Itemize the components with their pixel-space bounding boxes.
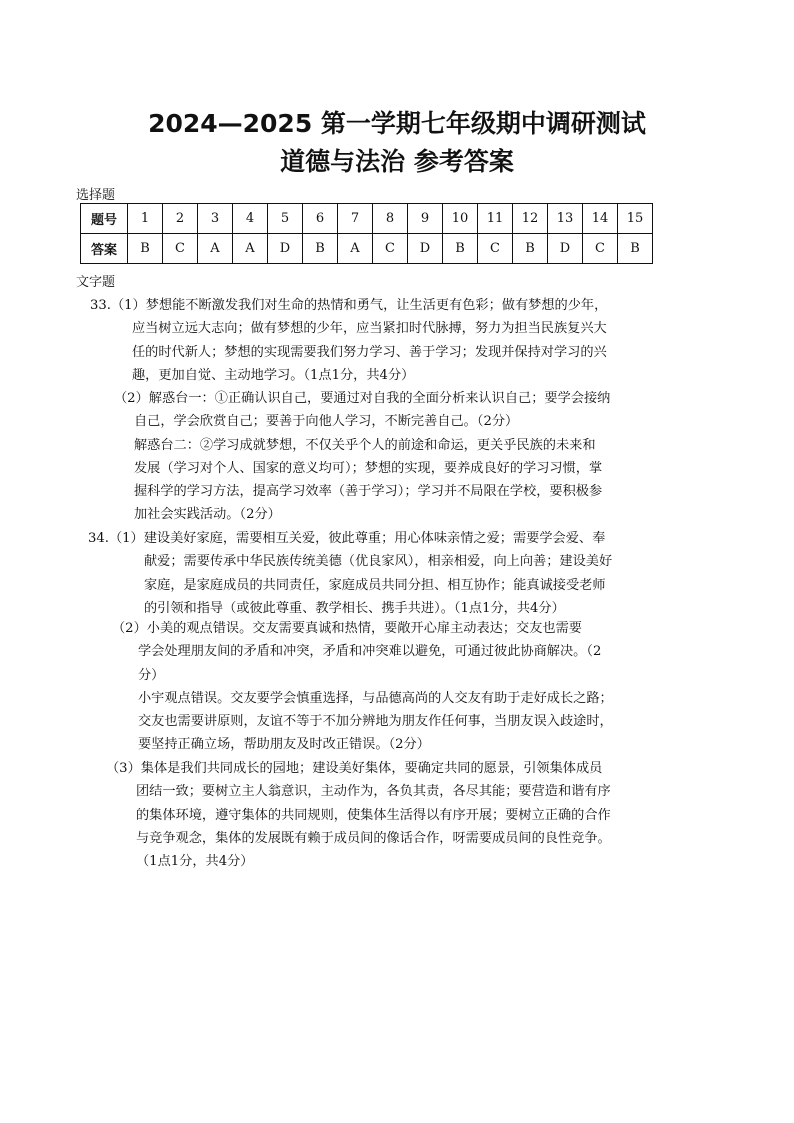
text-line: （3）集体是我们共同成长的园地；建设美好集体，要确定共同的愿景，引领集体成员 [106,761,603,776]
text-line: 家庭，是家庭成员的共同责任，家庭成员共同分担、相互协作；能真诚接受老师 [144,577,606,593]
q33-part2 [114,387,610,527]
text-line: 趣，更加自觉、主动地学习。（1点1分，共4分） [132,367,415,383]
q34-part1 [88,527,612,620]
text-line: 的引领和指导（或彼此尊重、教学相长、携手共进）。（1点1分，共4分） [144,600,565,616]
answer-cell: A [198,234,233,264]
text-line: 献爱；需要传承中华民族传统美德（优良家风），相亲相爱，向上向善；建设美好 [144,554,613,570]
choice-section-label: 选择题 [76,188,116,203]
text-line: 34.（1）建设美好家庭，需要相互关爱，彼此尊重；用心体味亲情之爱；需要学会爱、奉 [88,531,606,546]
question-number: 9 [408,204,443,234]
text-line: 交友也需要讲原则，友谊不等于不加分辨地为朋友作任何事，当朋友误入歧途时， [138,714,613,730]
q34-part3 [106,757,611,873]
answer-cell: C [478,234,513,264]
answer-cell: D [408,234,443,264]
text-line: 分） [138,667,165,683]
text-line: 的集体环境，遵守集体的共同规则，使集体生活得以有序开展；要树立正确的合作 [136,807,611,823]
text-line: 解惑台二：②学习成就梦想，不仅关乎个人的前途和命运，更关乎民族的未来和 [134,437,596,453]
question-number: 2 [163,204,198,234]
answer-cell: B [443,234,478,264]
answer-cell: C [163,234,198,264]
q33-part1 [90,294,607,387]
text-line: （2）解惑台一：①正确认识自己，要通过对自我的全面分析来认识自己；要学会接纳 [114,391,611,406]
question-number: 12 [513,204,548,234]
text-line: 与竞争观念，集体的发展既有赖于成员间的像话合作，呀需要成员间的良性竞争。 [136,830,611,846]
answer-cell: D [548,234,583,264]
choice-answer-table [80,203,653,264]
text-line: 要坚持正确立场，帮助朋友及时改正错误。（2分） [138,737,430,753]
question-number: 3 [198,204,233,234]
answer-cell: A [233,234,268,264]
text-line: 加社会实践活动。（2分） [134,507,281,523]
question-number: 6 [303,204,338,234]
document-title: 2024—2025 第一学期七年级期中调研测试 [148,109,646,138]
text-line: 握科学的学习方法，提高学习效率（善于学习）；学习并不局限在学校，要积极参 [134,484,603,500]
text-line: 发展（学习对个人、国家的意义均可）；梦想的实现，要养成良好的学习习惯，掌 [134,460,603,476]
text-line: 应当树立远大志向；做有梦想的少年，应当紧扣时代脉搏，努力为担当民族复兴大 [132,321,607,337]
answer-row [81,234,653,264]
text-section-label: 文字题 [76,275,116,290]
document-subtitle: 道德与法治 参考答案 [280,147,514,176]
question-number: 10 [443,204,478,234]
question-number: 13 [548,204,583,234]
row-header-answer: 答案 [81,234,128,264]
question-number: 11 [478,204,513,234]
question-number: 8 [373,204,408,234]
answer-cell: C [583,234,618,264]
question-number: 15 [618,204,653,234]
text-line: 任的时代新人；梦想的实现需要我们努力学习、善于学习；发现并保持对学习的兴 [132,344,607,360]
question-number-row [81,204,653,234]
answer-cell: B [303,234,338,264]
answer-cell: B [128,234,163,264]
question-number: 5 [268,204,303,234]
text-line: （1点1分，共4分） [136,854,254,870]
answer-cell: B [513,234,548,264]
question-number: 4 [233,204,268,234]
text-line: 小宇观点错误。交友要学会慎重选择，与品德高尚的人交友有助于走好成长之路； [138,690,613,706]
text-line: 33.（1）梦想能不断激发我们对生命的热情和勇气，让生活更有色彩；做有梦想的少年， [90,298,608,313]
q34-part2 [112,617,613,757]
question-number: 1 [128,204,163,234]
question-number: 7 [338,204,373,234]
answer-cell: D [268,234,303,264]
text-line: 团结一致；要树立主人翁意识，主动作为，各负其责，各尽其能；要营造和谐有序 [136,784,611,800]
row-header-number: 题号 [81,204,128,234]
answer-cell: B [618,234,653,264]
answer-cell: C [373,234,408,264]
text-line: （2）小美的观点错误。交友需要真诚和热情，要敞开心扉主动表达；交友也需要 [112,621,582,636]
text-line: 自己，学会欣赏自己；要善于向他人学习，不断完善自己。（2分） [134,414,519,430]
answer-cell: A [338,234,373,264]
text-line: 学会处理朋友间的矛盾和冲突，矛盾和冲突难以避免，可通过彼此协商解决。（2 [138,644,602,660]
question-number: 14 [583,204,618,234]
